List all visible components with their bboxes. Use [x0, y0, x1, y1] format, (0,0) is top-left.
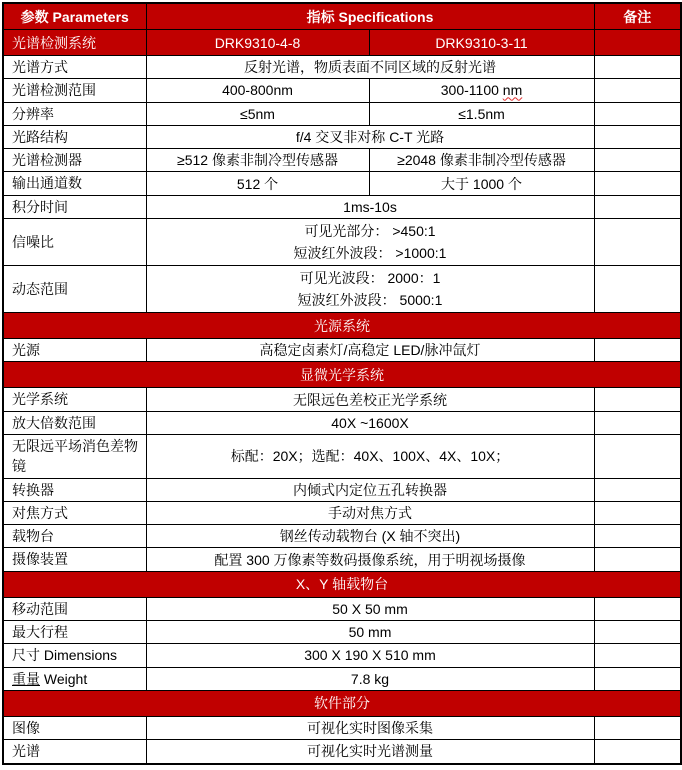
spec-line: 可见光部分： >450:1 [304, 223, 436, 240]
section-row [3, 690, 681, 716]
param-cell: 对焦方式 [3, 501, 146, 524]
data-row [3, 102, 681, 125]
spec-cell: 512 个 [146, 172, 369, 195]
data-row [3, 388, 681, 411]
param-cell: 无限远平场消色差物镜 [3, 434, 146, 478]
data-row [3, 501, 681, 524]
param-cell: 放大倍数范围 [3, 411, 146, 434]
spec-line: 可见光波段： 2000：1 [299, 270, 441, 287]
data-row [3, 740, 681, 764]
param-cell: 分辨率 [3, 102, 146, 125]
spec-cell: ≤5nm [146, 102, 369, 125]
data-row [3, 434, 681, 478]
spec-cell: 大于 1000 个 [369, 172, 594, 195]
note-cell [594, 525, 681, 548]
param-cell: 转换器 [3, 478, 146, 501]
spec-cell: 无限远色差校正光学系统 [146, 388, 594, 411]
param-cell: 载物台 [3, 525, 146, 548]
note-cell [594, 434, 681, 478]
section-row [3, 313, 681, 339]
section-row [3, 571, 681, 597]
spec-cell: 300-1100 nm [369, 79, 594, 102]
param-cell: 光谱检测器 [3, 149, 146, 172]
spec-cell: 40X ~1600X [146, 411, 594, 434]
data-row [3, 125, 681, 148]
underlined-label: 重量 [12, 670, 40, 687]
note-cell [594, 79, 681, 102]
model-cell: DRK9310-4-8 [146, 30, 369, 56]
param-cell: 摄像装置 [3, 548, 146, 571]
data-row [3, 149, 681, 172]
data-row [3, 621, 681, 644]
spec-cell: 可视化实时光谱测量 [146, 740, 594, 764]
spec-cell: 50 mm [146, 621, 594, 644]
data-row [3, 411, 681, 434]
param-cell: 积分时间 [3, 195, 146, 218]
note-cell [594, 644, 681, 667]
column-header: 备注 [594, 3, 681, 30]
note-cell [594, 219, 681, 266]
data-row [3, 597, 681, 620]
section-header: 显微光学系统 [3, 362, 681, 388]
data-row [3, 172, 681, 195]
data-row [3, 56, 681, 79]
param-cell: 信噪比 [3, 219, 146, 266]
data-row [3, 266, 681, 313]
spec-cell: 内倾式内定位五孔转换器 [146, 478, 594, 501]
note-cell [594, 667, 681, 690]
note-cell [594, 195, 681, 218]
spec-table-body [3, 3, 681, 764]
spec-cell: ≥512 像素非制冷型传感器 [146, 149, 369, 172]
column-header: 指标 Specifications [146, 3, 594, 30]
data-row [3, 644, 681, 667]
param-cell: 尺寸 Dimensions [3, 644, 146, 667]
data-row [3, 548, 681, 571]
data-row [3, 219, 681, 266]
note-cell [594, 478, 681, 501]
spec-cell: 高稳定卤素灯/高稳定 LED/脉冲氙灯 [146, 339, 594, 362]
note-cell [594, 125, 681, 148]
spec-cell: 300 X 190 X 510 mm [146, 644, 594, 667]
param-cell: 图像 [3, 716, 146, 739]
note-cell [594, 149, 681, 172]
note-cell [594, 501, 681, 524]
note-cell [594, 266, 681, 313]
note-cell [594, 597, 681, 620]
spec-cell: ≤1.5nm [369, 102, 594, 125]
note-cell [594, 740, 681, 764]
spec-line: 短波红外波段： 5000:1 [297, 292, 443, 309]
data-row [3, 716, 681, 739]
spec-cell: 手动对焦方式 [146, 501, 594, 524]
spec-cell: 标配：20X；选配：40X、100X、4X、10X； [146, 434, 594, 478]
spec-cell: ≥2048 像素非制冷型传感器 [369, 149, 594, 172]
section-header: 软件部分 [3, 690, 681, 716]
note-cell [594, 339, 681, 362]
param-cell: 光谱 [3, 740, 146, 764]
spec-line: 短波红外波段： >1000:1 [293, 245, 447, 262]
data-row [3, 525, 681, 548]
label: Weight [40, 670, 88, 687]
param-cell: 动态范围 [3, 266, 146, 313]
spec-cell: 可视化实时图像采集 [146, 716, 594, 739]
param-cell: 光谱检测范围 [3, 79, 146, 102]
data-row [3, 339, 681, 362]
column-header: 参数 Parameters [3, 3, 146, 30]
param-cell: 光谱方式 [3, 56, 146, 79]
note-cell [594, 56, 681, 79]
data-row [3, 478, 681, 501]
section-header: X、Y 轴载物台 [3, 571, 681, 597]
spec-cell: 配置 300 万像素等数码摄像系统，用于明视场摄像 [146, 548, 594, 571]
note-cell [594, 172, 681, 195]
param-cell: 光源 [3, 339, 146, 362]
param-cell: 输出通道数 [3, 172, 146, 195]
spec-cell: 400-800nm [146, 79, 369, 102]
spec-cell: 钢丝传动载物台 (X 轴不突出) [146, 525, 594, 548]
data-row [3, 195, 681, 218]
note-cell [594, 30, 681, 56]
spec-cell: 7.8 kg [146, 667, 594, 690]
model-row [3, 30, 681, 56]
note-cell [594, 102, 681, 125]
note-cell [594, 411, 681, 434]
spec-cell: 1ms-10s [146, 195, 594, 218]
param-cell: 光学系统 [3, 388, 146, 411]
spec-cell: 50 X 50 mm [146, 597, 594, 620]
section-row [3, 362, 681, 388]
param-cell: 光路结构 [3, 125, 146, 148]
header-row [3, 3, 681, 30]
note-cell [594, 388, 681, 411]
note-cell [594, 548, 681, 571]
spec-cell: 反射光谱，物质表面不同区域的反射光谱 [146, 56, 594, 79]
spec-cell: f/4 交叉非对称 C-T 光路 [146, 125, 594, 148]
note-cell [594, 621, 681, 644]
param-cell [3, 667, 146, 690]
spellcheck-underlined-text: nm [502, 82, 523, 99]
param-cell: 移动范围 [3, 597, 146, 620]
model-cell: 光谱检测系统 [3, 30, 146, 56]
spec-cell [146, 266, 594, 313]
data-row [3, 667, 681, 690]
spec-table [2, 2, 682, 765]
param-cell: 最大行程 [3, 621, 146, 644]
model-cell: DRK9310-3-11 [369, 30, 594, 56]
data-row [3, 79, 681, 102]
note-cell [594, 716, 681, 739]
spec-cell [146, 219, 594, 266]
section-header: 光源系统 [3, 313, 681, 339]
